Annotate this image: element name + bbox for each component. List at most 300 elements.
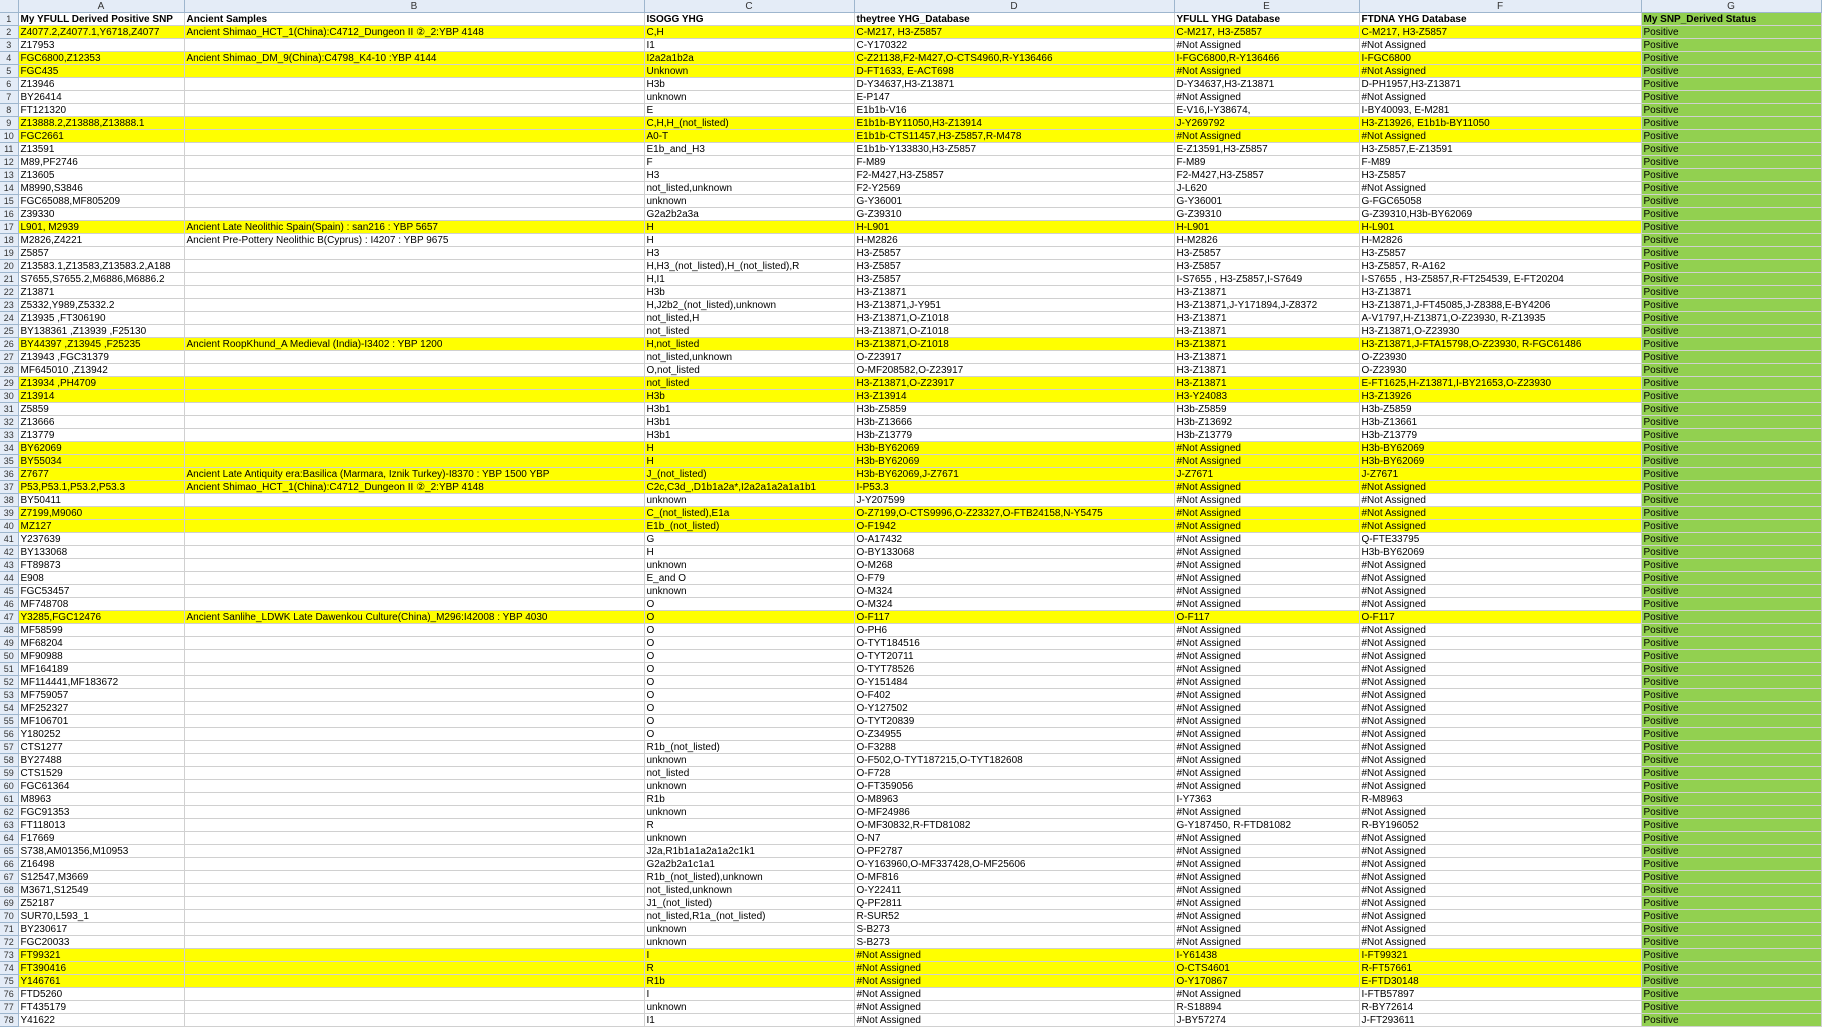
cell-d18[interactable]: H-M2826 [854,234,1174,247]
cell-b65[interactable] [184,845,644,858]
cell-e25[interactable]: H3-Z13871 [1174,325,1359,338]
cell-e39[interactable]: #Not Assigned [1174,507,1359,520]
cell-a73[interactable]: FT99321 [18,949,184,962]
cell-g25[interactable]: Positive [1641,325,1821,338]
cell-f62[interactable]: #Not Assigned [1359,806,1641,819]
cell-f29[interactable]: E-FT1625,H-Z13871,I-BY21653,O-Z23930 [1359,377,1641,390]
cell-a25[interactable]: BY138361 ,Z13939 ,F25130 [18,325,184,338]
row-header[interactable]: 54 [0,702,18,715]
cell-e75[interactable]: O-Y170867 [1174,975,1359,988]
cell-g5[interactable]: Positive [1641,65,1821,78]
cell-e27[interactable]: H3-Z13871 [1174,351,1359,364]
cell-g33[interactable]: Positive [1641,429,1821,442]
cell-b51[interactable] [184,663,644,676]
row-header[interactable]: 75 [0,975,18,988]
row-header[interactable]: 48 [0,624,18,637]
cell-b23[interactable] [184,299,644,312]
cell-e17[interactable]: H-L901 [1174,221,1359,234]
cell-f40[interactable]: #Not Assigned [1359,520,1641,533]
cell-a77[interactable]: FT435179 [18,1001,184,1014]
cell-g17[interactable]: Positive [1641,221,1821,234]
cell-f9[interactable]: H3-Z13926, E1b1b-BY11050 [1359,117,1641,130]
row-header[interactable]: 44 [0,572,18,585]
cell-c10[interactable]: A0-T [644,130,854,143]
row-header[interactable]: 11 [0,143,18,156]
cell-c58[interactable]: unknown [644,754,854,767]
cell-b10[interactable] [184,130,644,143]
cell-g49[interactable]: Positive [1641,637,1821,650]
cell-d47[interactable]: O-F117 [854,611,1174,624]
cell-a64[interactable]: F17669 [18,832,184,845]
cell-b33[interactable] [184,429,644,442]
cell-g8[interactable]: Positive [1641,104,1821,117]
row-header[interactable]: 13 [0,169,18,182]
row-header[interactable]: 5 [0,65,18,78]
cell-b19[interactable] [184,247,644,260]
cell-c22[interactable]: H3b [644,286,854,299]
cell-e48[interactable]: #Not Assigned [1174,624,1359,637]
cell-g72[interactable]: Positive [1641,936,1821,949]
cell-f21[interactable]: I-S7655 , H3-Z5857,R-FT254539, E-FT20204 [1359,273,1641,286]
cell-d53[interactable]: O-F402 [854,689,1174,702]
column-header-b[interactable]: B [184,0,644,13]
cell-a35[interactable]: BY55034 [18,455,184,468]
cell-f51[interactable]: #Not Assigned [1359,663,1641,676]
cell-c74[interactable]: R [644,962,854,975]
cell-b78[interactable] [184,1014,644,1027]
cell-f35[interactable]: H3b-BY62069 [1359,455,1641,468]
cell-d42[interactable]: O-BY133068 [854,546,1174,559]
cell-g21[interactable]: Positive [1641,273,1821,286]
cell-b62[interactable] [184,806,644,819]
cell-b31[interactable] [184,403,644,416]
cell-g24[interactable]: Positive [1641,312,1821,325]
cell-d1[interactable]: theytree YHG_Database [854,13,1174,26]
cell-d5[interactable]: D-FT1633, E-ACT698 [854,65,1174,78]
row-header[interactable]: 76 [0,988,18,1001]
cell-g18[interactable]: Positive [1641,234,1821,247]
row-header[interactable]: 36 [0,468,18,481]
cell-d76[interactable]: #Not Assigned [854,988,1174,1001]
cell-a63[interactable]: FT118013 [18,819,184,832]
cell-e59[interactable]: #Not Assigned [1174,767,1359,780]
cell-a37[interactable]: P53,P53.1,P53.2,P53.3 [18,481,184,494]
cell-g75[interactable]: Positive [1641,975,1821,988]
cell-b66[interactable] [184,858,644,871]
cell-a45[interactable]: FGC53457 [18,585,184,598]
cell-d45[interactable]: O-M324 [854,585,1174,598]
cell-g32[interactable]: Positive [1641,416,1821,429]
cell-c17[interactable]: H [644,221,854,234]
row-header[interactable]: 53 [0,689,18,702]
row-header[interactable]: 63 [0,819,18,832]
cell-c14[interactable]: not_listed,unknown [644,182,854,195]
cell-a62[interactable]: FGC91353 [18,806,184,819]
cell-f44[interactable]: #Not Assigned [1359,572,1641,585]
cell-f15[interactable]: G-FGC65058 [1359,195,1641,208]
cell-f52[interactable]: #Not Assigned [1359,676,1641,689]
cell-g57[interactable]: Positive [1641,741,1821,754]
cell-c52[interactable]: O [644,676,854,689]
cell-b6[interactable] [184,78,644,91]
cell-f26[interactable]: H3-Z13871,J-FTA15798,O-Z23930, R-FGC61486 [1359,338,1641,351]
row-header[interactable]: 57 [0,741,18,754]
row-header[interactable]: 47 [0,611,18,624]
cell-b75[interactable] [184,975,644,988]
cell-d52[interactable]: O-Y151484 [854,676,1174,689]
row-header[interactable]: 33 [0,429,18,442]
cell-e14[interactable]: J-L620 [1174,182,1359,195]
cell-b39[interactable] [184,507,644,520]
cell-a13[interactable]: Z13605 [18,169,184,182]
cell-c25[interactable]: not_listed [644,325,854,338]
cell-d54[interactable]: O-Y127502 [854,702,1174,715]
cell-f49[interactable]: #Not Assigned [1359,637,1641,650]
cell-f34[interactable]: H3b-BY62069 [1359,442,1641,455]
cell-d8[interactable]: E1b1b-V16 [854,104,1174,117]
cell-b74[interactable] [184,962,644,975]
cell-g28[interactable]: Positive [1641,364,1821,377]
cell-e24[interactable]: H3-Z13871 [1174,312,1359,325]
cell-e61[interactable]: I-Y7363 [1174,793,1359,806]
cell-e53[interactable]: #Not Assigned [1174,689,1359,702]
cell-c7[interactable]: unknown [644,91,854,104]
cell-g63[interactable]: Positive [1641,819,1821,832]
cell-f43[interactable]: #Not Assigned [1359,559,1641,572]
cell-e20[interactable]: H3-Z5857 [1174,260,1359,273]
cell-g34[interactable]: Positive [1641,442,1821,455]
cell-g45[interactable]: Positive [1641,585,1821,598]
cell-e43[interactable]: #Not Assigned [1174,559,1359,572]
cell-c40[interactable]: E1b_(not_listed) [644,520,854,533]
cell-e28[interactable]: H3-Z13871 [1174,364,1359,377]
cell-e60[interactable]: #Not Assigned [1174,780,1359,793]
row-header[interactable]: 68 [0,884,18,897]
cell-g36[interactable]: Positive [1641,468,1821,481]
cell-a66[interactable]: Z16498 [18,858,184,871]
cell-a49[interactable]: MF68204 [18,637,184,650]
cell-e2[interactable]: C-M217, H3-Z5857 [1174,26,1359,39]
cell-b59[interactable] [184,767,644,780]
cell-e30[interactable]: H3-Y24083 [1174,390,1359,403]
cell-g20[interactable]: Positive [1641,260,1821,273]
cell-c4[interactable]: I2a2a1b2a [644,52,854,65]
cell-a42[interactable]: BY133068 [18,546,184,559]
cell-e69[interactable]: #Not Assigned [1174,897,1359,910]
cell-f13[interactable]: H3-Z5857 [1359,169,1641,182]
cell-e56[interactable]: #Not Assigned [1174,728,1359,741]
cell-a5[interactable]: FGC435 [18,65,184,78]
cell-e19[interactable]: H3-Z5857 [1174,247,1359,260]
cell-e21[interactable]: I-S7655 , H3-Z5857,I-S7649 [1174,273,1359,286]
cell-f10[interactable]: #Not Assigned [1359,130,1641,143]
row-header[interactable]: 41 [0,533,18,546]
cell-g54[interactable]: Positive [1641,702,1821,715]
cell-b12[interactable] [184,156,644,169]
cell-d59[interactable]: O-F728 [854,767,1174,780]
cell-b69[interactable] [184,897,644,910]
cell-f70[interactable]: #Not Assigned [1359,910,1641,923]
cell-d66[interactable]: O-Y163960,O-MF337428,O-MF25606 [854,858,1174,871]
cell-f47[interactable]: O-F117 [1359,611,1641,624]
cell-b72[interactable] [184,936,644,949]
row-header[interactable]: 59 [0,767,18,780]
cell-g60[interactable]: Positive [1641,780,1821,793]
cell-c1[interactable]: ISOGG YHG [644,13,854,26]
cell-b1[interactable]: Ancient Samples [184,13,644,26]
cell-c28[interactable]: O,not_listed [644,364,854,377]
row-header[interactable]: 46 [0,598,18,611]
cell-d16[interactable]: G-Z39310 [854,208,1174,221]
cell-d50[interactable]: O-TYT20711 [854,650,1174,663]
cell-a15[interactable]: FGC65088,MF805209 [18,195,184,208]
cell-e76[interactable]: #Not Assigned [1174,988,1359,1001]
cell-c8[interactable]: E [644,104,854,117]
cell-d7[interactable]: E-P147 [854,91,1174,104]
cell-e74[interactable]: O-CTS4601 [1174,962,1359,975]
cell-g16[interactable]: Positive [1641,208,1821,221]
cell-f76[interactable]: I-FTB57897 [1359,988,1641,1001]
cell-a8[interactable]: FT121320 [18,104,184,117]
cell-f25[interactable]: H3-Z13871,O-Z23930 [1359,325,1641,338]
cell-c16[interactable]: G2a2b2a3a [644,208,854,221]
cell-c21[interactable]: H,I1 [644,273,854,286]
cell-g40[interactable]: Positive [1641,520,1821,533]
cell-e44[interactable]: #Not Assigned [1174,572,1359,585]
cell-a38[interactable]: BY50411 [18,494,184,507]
cell-b27[interactable] [184,351,644,364]
cell-c53[interactable]: O [644,689,854,702]
cell-d46[interactable]: O-M324 [854,598,1174,611]
cell-f28[interactable]: O-Z23930 [1359,364,1641,377]
cell-f53[interactable]: #Not Assigned [1359,689,1641,702]
cell-a61[interactable]: M8963 [18,793,184,806]
cell-g46[interactable]: Positive [1641,598,1821,611]
cell-d58[interactable]: O-F502,O-TYT187215,O-TYT182608 [854,754,1174,767]
cell-b43[interactable] [184,559,644,572]
row-header[interactable]: 39 [0,507,18,520]
cell-c39[interactable]: C_(not_listed),E1a [644,507,854,520]
cell-b57[interactable] [184,741,644,754]
cell-f66[interactable]: #Not Assigned [1359,858,1641,871]
cell-a48[interactable]: MF58599 [18,624,184,637]
cell-c66[interactable]: G2a2b2a1c1a1 [644,858,854,871]
cell-d21[interactable]: H3-Z5857 [854,273,1174,286]
cell-e38[interactable]: #Not Assigned [1174,494,1359,507]
cell-g66[interactable]: Positive [1641,858,1821,871]
cell-b14[interactable] [184,182,644,195]
cell-c76[interactable]: I [644,988,854,1001]
row-header[interactable]: 23 [0,299,18,312]
cell-a2[interactable]: Z4077.2,Z4077.1,Y6718,Z4077 [18,26,184,39]
cell-f30[interactable]: H3-Z13926 [1359,390,1641,403]
cell-f20[interactable]: H3-Z5857, R-A162 [1359,260,1641,273]
cell-a11[interactable]: Z13591 [18,143,184,156]
cell-f54[interactable]: #Not Assigned [1359,702,1641,715]
cell-b55[interactable] [184,715,644,728]
cell-c5[interactable]: Unknown [644,65,854,78]
cell-g19[interactable]: Positive [1641,247,1821,260]
cell-c43[interactable]: unknown [644,559,854,572]
cell-f46[interactable]: #Not Assigned [1359,598,1641,611]
cell-d37[interactable]: I-P53.3 [854,481,1174,494]
row-header[interactable]: 25 [0,325,18,338]
cell-e36[interactable]: J-Z7671 [1174,468,1359,481]
cell-a54[interactable]: MF252327 [18,702,184,715]
cell-g43[interactable]: Positive [1641,559,1821,572]
cell-g30[interactable]: Positive [1641,390,1821,403]
cell-c38[interactable]: unknown [644,494,854,507]
cell-c2[interactable]: C,H [644,26,854,39]
cell-b36[interactable]: Ancient Late Antiquity era:Basilica (Marmara, Iznik Turkey)-I8370 : YBP 1500 YBP [184,468,644,481]
column-header-f[interactable]: F [1359,0,1641,13]
cell-d71[interactable]: S-B273 [854,923,1174,936]
cell-e52[interactable]: #Not Assigned [1174,676,1359,689]
cell-d11[interactable]: E1b1b-Y133830,H3-Z5857 [854,143,1174,156]
row-header[interactable]: 67 [0,871,18,884]
cell-f67[interactable]: #Not Assigned [1359,871,1641,884]
cell-e49[interactable]: #Not Assigned [1174,637,1359,650]
cell-e26[interactable]: H3-Z13871 [1174,338,1359,351]
cell-b30[interactable] [184,390,644,403]
cell-e35[interactable]: #Not Assigned [1174,455,1359,468]
cell-c44[interactable]: E_and O [644,572,854,585]
cell-a18[interactable]: M2826,Z4221 [18,234,184,247]
cell-g56[interactable]: Positive [1641,728,1821,741]
row-header[interactable]: 15 [0,195,18,208]
cell-g71[interactable]: Positive [1641,923,1821,936]
cell-a16[interactable]: Z39330 [18,208,184,221]
cell-a1[interactable]: My YFULL Derived Positive SNP [18,13,184,26]
cell-a71[interactable]: BY230617 [18,923,184,936]
cell-f24[interactable]: A-V1797,H-Z13871,O-Z23930, R-Z13935 [1359,312,1641,325]
cell-c13[interactable]: H3 [644,169,854,182]
row-header[interactable]: 2 [0,26,18,39]
cell-a21[interactable]: S7655,S7655.2,M6886,M6886.2 [18,273,184,286]
cell-d41[interactable]: O-A17432 [854,533,1174,546]
cell-d36[interactable]: H3b-BY62069,J-Z7671 [854,468,1174,481]
row-header[interactable]: 45 [0,585,18,598]
row-header[interactable]: 66 [0,858,18,871]
cell-a30[interactable]: Z13914 [18,390,184,403]
cell-e29[interactable]: H3-Z13871 [1174,377,1359,390]
cell-e40[interactable]: #Not Assigned [1174,520,1359,533]
row-header[interactable]: 55 [0,715,18,728]
cell-b28[interactable] [184,364,644,377]
cell-a72[interactable]: FGC20033 [18,936,184,949]
cell-a24[interactable]: Z13935 ,FT306190 [18,312,184,325]
cell-f33[interactable]: H3b-Z13779 [1359,429,1641,442]
cell-c73[interactable]: I [644,949,854,962]
cell-b35[interactable] [184,455,644,468]
row-header[interactable]: 21 [0,273,18,286]
cell-e47[interactable]: O-F117 [1174,611,1359,624]
cell-e45[interactable]: #Not Assigned [1174,585,1359,598]
row-header[interactable]: 29 [0,377,18,390]
cell-g67[interactable]: Positive [1641,871,1821,884]
cell-a40[interactable]: MZ127 [18,520,184,533]
column-header-e[interactable]: E [1174,0,1359,13]
cell-e8[interactable]: E-V16,I-Y38674, [1174,104,1359,117]
cell-e18[interactable]: H-M2826 [1174,234,1359,247]
cell-f32[interactable]: H3b-Z13661 [1359,416,1641,429]
cell-b64[interactable] [184,832,644,845]
cell-d34[interactable]: H3b-BY62069 [854,442,1174,455]
row-header[interactable]: 34 [0,442,18,455]
cell-d40[interactable]: O-F1942 [854,520,1174,533]
row-header[interactable]: 65 [0,845,18,858]
cell-f37[interactable]: #Not Assigned [1359,481,1641,494]
row-header[interactable]: 22 [0,286,18,299]
cell-e71[interactable]: #Not Assigned [1174,923,1359,936]
cell-b73[interactable] [184,949,644,962]
cell-a19[interactable]: Z5857 [18,247,184,260]
row-header[interactable]: 40 [0,520,18,533]
cell-a75[interactable]: Y146761 [18,975,184,988]
cell-e42[interactable]: #Not Assigned [1174,546,1359,559]
cell-f72[interactable]: #Not Assigned [1359,936,1641,949]
cell-f1[interactable]: FTDNA YHG Database [1359,13,1641,26]
cell-c78[interactable]: I1 [644,1014,854,1027]
cell-f45[interactable]: #Not Assigned [1359,585,1641,598]
cell-f63[interactable]: R-BY196052 [1359,819,1641,832]
cell-d62[interactable]: O-MF24986 [854,806,1174,819]
cell-c72[interactable]: unknown [644,936,854,949]
cell-c26[interactable]: H,not_listed [644,338,854,351]
cell-g23[interactable]: Positive [1641,299,1821,312]
cell-c68[interactable]: not_listed,unknown [644,884,854,897]
cell-g61[interactable]: Positive [1641,793,1821,806]
cell-d75[interactable]: #Not Assigned [854,975,1174,988]
cell-c36[interactable]: J_(not_listed) [644,468,854,481]
cell-g1[interactable]: My SNP_Derived Status [1641,13,1821,26]
cell-e3[interactable]: #Not Assigned [1174,39,1359,52]
cell-a50[interactable]: MF90988 [18,650,184,663]
cell-g58[interactable]: Positive [1641,754,1821,767]
cell-d57[interactable]: O-F3288 [854,741,1174,754]
cell-b60[interactable] [184,780,644,793]
cell-a7[interactable]: BY26414 [18,91,184,104]
cell-e4[interactable]: I-FGC6800,R-Y136466 [1174,52,1359,65]
cell-d48[interactable]: O-PH6 [854,624,1174,637]
cell-a44[interactable]: E908 [18,572,184,585]
cell-e70[interactable]: #Not Assigned [1174,910,1359,923]
cell-b2[interactable]: Ancient Shimao_HCT_1(China):C4712_Dungeon II ②_2:YBP 4148 [184,26,644,39]
cell-e58[interactable]: #Not Assigned [1174,754,1359,767]
cell-e22[interactable]: H3-Z13871 [1174,286,1359,299]
cell-f4[interactable]: I-FGC6800 [1359,52,1641,65]
cell-e50[interactable]: #Not Assigned [1174,650,1359,663]
cell-d28[interactable]: O-MF208582,O-Z23917 [854,364,1174,377]
cell-c48[interactable]: O [644,624,854,637]
cell-f73[interactable]: I-FT99321 [1359,949,1641,962]
cell-g64[interactable]: Positive [1641,832,1821,845]
cell-d78[interactable]: #Not Assigned [854,1014,1174,1027]
cell-d10[interactable]: E1b1b-CTS11457,H3-Z5857,R-M478 [854,130,1174,143]
cell-c59[interactable]: not_listed [644,767,854,780]
cell-g10[interactable]: Positive [1641,130,1821,143]
cell-b29[interactable] [184,377,644,390]
cell-b20[interactable] [184,260,644,273]
cell-a57[interactable]: CTS1277 [18,741,184,754]
cell-b54[interactable] [184,702,644,715]
cell-d19[interactable]: H3-Z5857 [854,247,1174,260]
cell-c15[interactable]: unknown [644,195,854,208]
row-header[interactable]: 73 [0,949,18,962]
cell-c12[interactable]: F [644,156,854,169]
cell-d9[interactable]: E1b1b-BY11050,H3-Z13914 [854,117,1174,130]
cell-e23[interactable]: H3-Z13871,J-Y171894,J-Z8372 [1174,299,1359,312]
